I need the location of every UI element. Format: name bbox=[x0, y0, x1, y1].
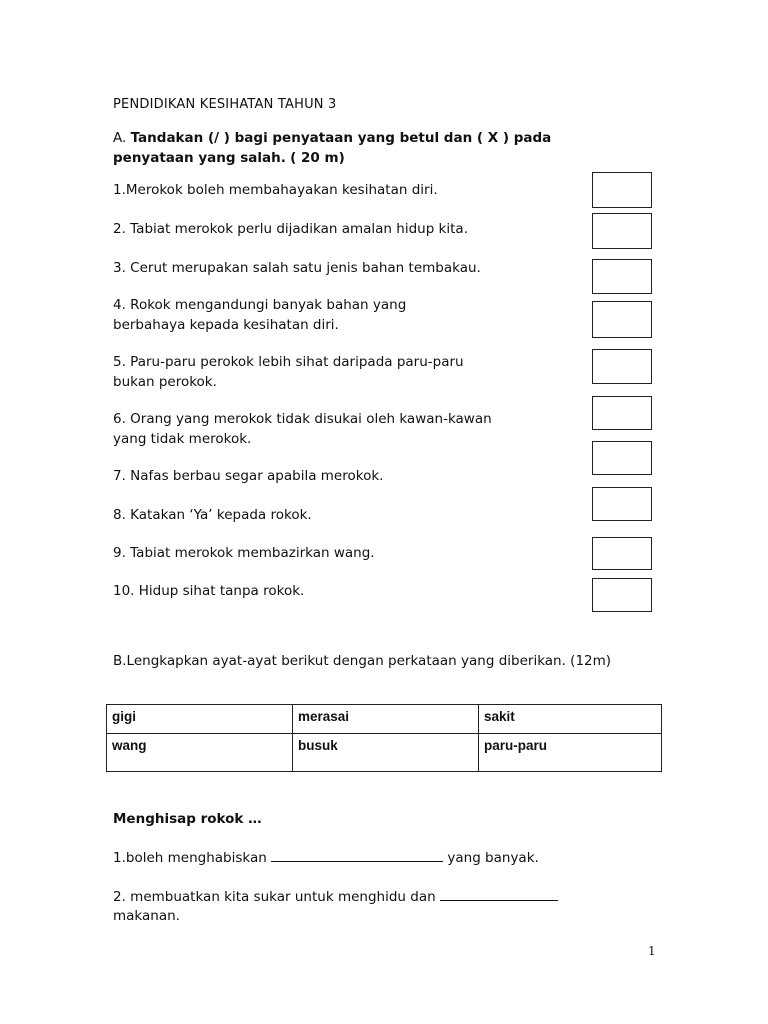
fill-item-text: 2. membuatkan kita sukar untuk menghidu dan bbox=[113, 889, 440, 905]
table-row bbox=[107, 705, 662, 734]
statement-text: 4. Rokok mengandungi banyak bahan yang bbox=[113, 297, 407, 313]
fill-item-2-cont: makanan. bbox=[113, 908, 180, 924]
answer-box-4[interactable] bbox=[592, 301, 652, 338]
word-bank-cell: wang bbox=[107, 734, 293, 772]
section-a-instruction bbox=[113, 128, 551, 148]
statement-text: 5. Paru-paru perokok lebih sihat daripada paru-paru bbox=[113, 354, 464, 370]
page-number: 1 bbox=[648, 944, 656, 958]
table-row bbox=[107, 734, 662, 772]
statement-text: 2. Tabiat merokok perlu dijadikan amalan hidup kita. bbox=[113, 221, 468, 237]
statement-4 bbox=[113, 295, 406, 335]
fill-blank-1[interactable] bbox=[271, 847, 443, 862]
statement-text-cont: berbahaya kepada kesihatan diri. bbox=[113, 317, 339, 333]
word-bank-cell: paru-paru bbox=[479, 734, 662, 772]
statement-3 bbox=[113, 258, 481, 278]
statement-text: 3. Cerut merupakan salah satu jenis bahan tembakau. bbox=[113, 260, 481, 276]
section-a-marks: ( 20 m) bbox=[290, 150, 345, 166]
word-bank-cell: merasai bbox=[293, 705, 479, 734]
statement-text-cont: bukan perokok. bbox=[113, 374, 217, 390]
word-bank-cell: gigi bbox=[107, 705, 293, 734]
page-title: PENDIDIKAN KESIHATAN TAHUN 3 bbox=[113, 97, 337, 112]
section-b-lead: Menghisap rokok … bbox=[113, 811, 262, 827]
answer-box-5[interactable] bbox=[592, 349, 652, 384]
fill-item-text-after: yang banyak. bbox=[443, 850, 539, 866]
word-bank-cell: sakit bbox=[479, 705, 662, 734]
answer-box-1[interactable] bbox=[592, 172, 652, 208]
answer-box-3[interactable] bbox=[592, 259, 652, 294]
fill-item-text: 1.boleh menghabiskan bbox=[113, 850, 272, 866]
answer-box-7[interactable] bbox=[592, 441, 652, 475]
answer-box-9[interactable] bbox=[592, 537, 652, 570]
statement-6 bbox=[113, 409, 492, 449]
statement-2 bbox=[113, 219, 468, 239]
answer-box-10[interactable] bbox=[592, 578, 652, 612]
statement-text: 7. Nafas berbau segar apabila merokok. bbox=[113, 468, 384, 484]
statement-text-cont: yang tidak merokok. bbox=[113, 431, 252, 447]
section-a-label: A. bbox=[113, 130, 127, 146]
statement-text: 10. Hidup sihat tanpa rokok. bbox=[113, 583, 305, 599]
statement-9 bbox=[113, 543, 375, 563]
statement-1 bbox=[113, 180, 438, 200]
section-a-instruction-cont bbox=[113, 148, 345, 168]
statement-text: 9. Tabiat merokok membazirkan wang. bbox=[113, 545, 375, 561]
fill-item-1 bbox=[113, 847, 539, 868]
section-b-instruction: B.Lengkapkan ayat-ayat berikut dengan perkataan yang diberikan. (12m) bbox=[113, 653, 612, 669]
statement-text: 8. Katakan ‘Ya’ kepada rokok. bbox=[113, 507, 312, 523]
section-a-instruction-line1: Tandakan (/ ) bagi penyataan yang betul dan ( X ) pada bbox=[130, 130, 552, 146]
answer-box-8[interactable] bbox=[592, 487, 652, 521]
answer-box-6[interactable] bbox=[592, 396, 652, 430]
statement-text: 6. Orang yang merokok tidak disukai oleh kawan-kawan bbox=[113, 411, 492, 427]
statement-8 bbox=[113, 505, 312, 525]
statement-7 bbox=[113, 466, 383, 486]
fill-item-2 bbox=[113, 886, 558, 907]
statement-5 bbox=[113, 352, 464, 392]
statement-10 bbox=[113, 581, 304, 601]
answer-box-2[interactable] bbox=[592, 213, 652, 249]
word-bank-cell: busuk bbox=[293, 734, 479, 772]
word-bank-table bbox=[106, 704, 662, 772]
statement-text: 1.Merokok boleh membahayakan kesihatan diri. bbox=[113, 182, 438, 198]
section-a-instruction-line2: penyataan yang salah. bbox=[113, 150, 286, 166]
fill-blank-2[interactable] bbox=[440, 886, 558, 901]
